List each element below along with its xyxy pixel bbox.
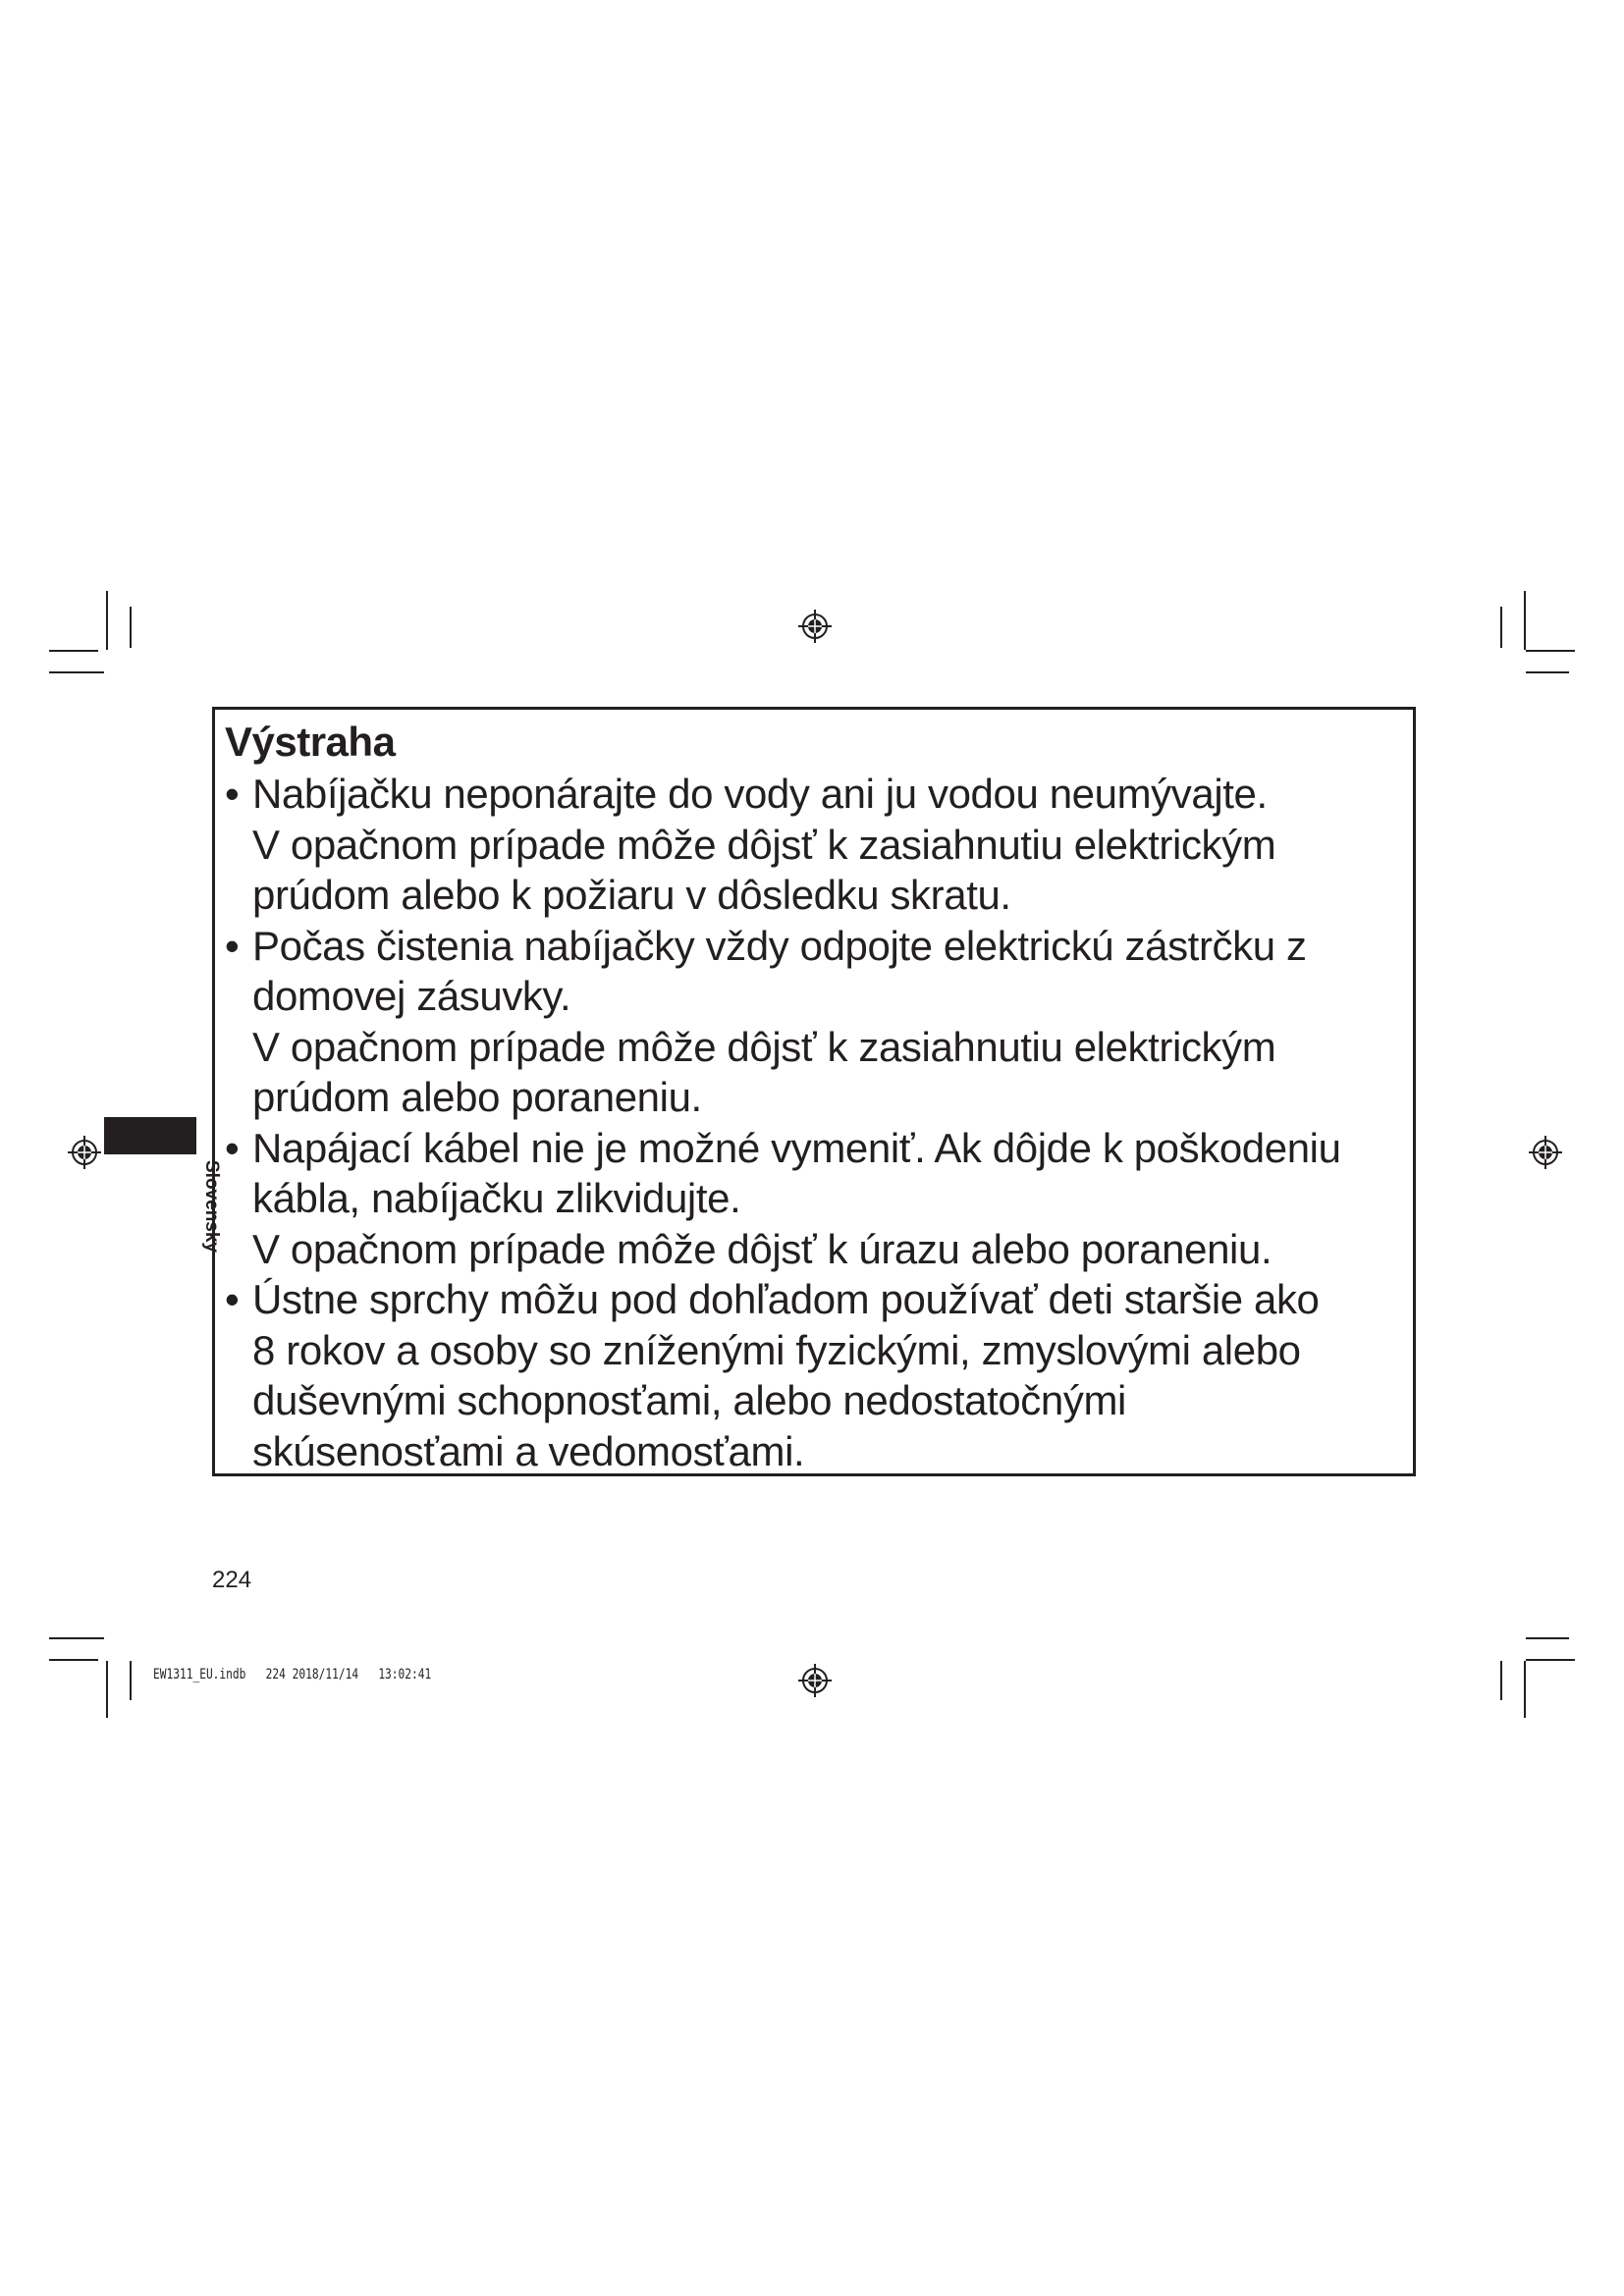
warning-line: V opačnom prípade môže dôjsť k zasiahnutiu elektrickým [252, 821, 1276, 868]
language-tab-label: Slovensky [201, 1160, 222, 1253]
warning-item [225, 769, 1413, 921]
crop-mark-bottom-right-v2 [1500, 1661, 1502, 1700]
bullet: • [225, 1276, 240, 1322]
slug-file: EW1311_EU.indb [153, 1667, 246, 1682]
warning-line: Ústne sprchy môžu pod dohľadom používať deti staršie ako [252, 1276, 1320, 1322]
bullet: • [225, 1124, 240, 1171]
warning-line: kábla, nabíjačku zlikvidujte. [252, 1175, 741, 1221]
warning-line: V opačnom prípade môže dôjsť k zasiahnutiu elektrickým [252, 1023, 1276, 1070]
registration-mark-icon [798, 1664, 832, 1697]
warning-line: V opačnom prípade môže dôjsť k úrazu alebo poraneniu. [252, 1225, 1272, 1272]
warning-list [225, 769, 1413, 1476]
warning-line: prúdom alebo k požiaru v dôsledku skratu. [252, 872, 1011, 918]
warning-line: domovej zásuvky. [252, 973, 571, 1019]
warning-title: Výstraha [225, 719, 396, 765]
warning-item [225, 1123, 1413, 1275]
crop-mark-bottom-right-h1 [1526, 1637, 1569, 1639]
crop-mark-bottom-left-v2 [130, 1661, 132, 1700]
warning-line: Počas čistenia nabíjačky vždy odpojte elektrickú zástrčku z [252, 922, 1307, 969]
bullet: • [225, 771, 240, 817]
bullet: • [225, 922, 240, 969]
warning-line: Nabíjačku neponárajte do vody ani ju vodou neumývajte. [252, 771, 1268, 817]
warning-item [225, 921, 1413, 1123]
registration-mark-icon [68, 1136, 101, 1169]
print-slug [153, 1666, 431, 1683]
slug-time: 13:02:41 [378, 1667, 432, 1682]
crop-mark-top-left-v2 [130, 607, 132, 648]
slug-page: 224 [265, 1667, 286, 1682]
warning-line: Napájací kábel nie je možné vymeniť. Ak dôjde k poškodeniu [252, 1124, 1341, 1171]
warning-line: prúdom alebo poraneniu. [252, 1074, 702, 1120]
registration-mark-icon [798, 610, 832, 643]
crop-mark-bottom-left-h1 [49, 1637, 104, 1639]
warning-line: 8 rokov a osoby so zníženými fyzickými, zmyslovými alebo [252, 1326, 1301, 1373]
warning-item [225, 1274, 1413, 1476]
crop-mark-top-right-h1 [1526, 650, 1575, 652]
crop-mark-top-right-v1 [1524, 591, 1526, 650]
crop-mark-bottom-left-v1 [106, 1661, 108, 1718]
registration-mark-icon [1529, 1136, 1562, 1169]
warning-box [212, 707, 1416, 1476]
crop-mark-bottom-left-h2 [49, 1659, 98, 1661]
crop-mark-top-right-v2 [1500, 607, 1502, 648]
crop-mark-top-left-v1 [106, 591, 108, 650]
language-tab-marker [104, 1117, 196, 1154]
warning-line: skúsenosťami a vedomosťami. [252, 1427, 805, 1474]
page-number: 224 [212, 1567, 252, 1593]
crop-mark-top-left-h2 [49, 671, 104, 673]
crop-mark-top-right-h2 [1526, 671, 1569, 673]
crop-mark-top-left-h1 [49, 650, 98, 652]
crop-mark-bottom-right-h2 [1526, 1659, 1575, 1661]
crop-mark-bottom-right-v1 [1524, 1661, 1526, 1718]
slug-date: 2018/11/14 [292, 1667, 359, 1682]
warning-line: duševnými schopnosťami, alebo nedostatočnými [252, 1377, 1126, 1423]
